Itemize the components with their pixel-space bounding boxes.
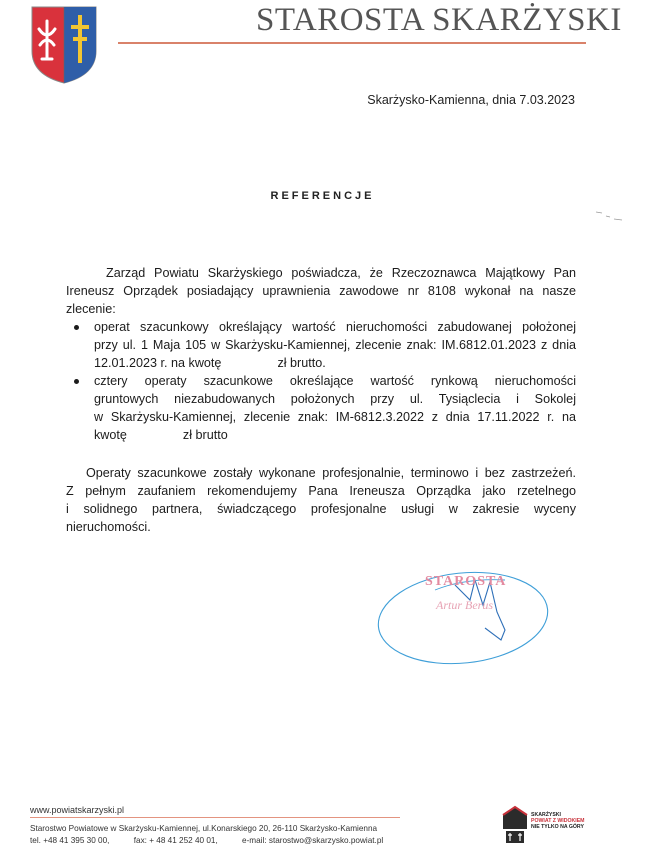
logo-line: NIE TYLKO NA GÓRY bbox=[531, 824, 584, 830]
logo-line: POWIAT Z WIDOKIEM bbox=[531, 818, 585, 824]
footer-address: Starostwo Powiatowe w Skarżysku-Kamiennej, ul.Konarskiego 20, 26-110 Skarżysko-Kamienna bbox=[30, 824, 378, 833]
footer-fax: fax: + 48 41 252 40 01, bbox=[133, 836, 218, 845]
item-text: zł brutto. bbox=[277, 356, 326, 370]
letter-body bbox=[66, 264, 576, 444]
closing-line: Z pełnym zaufaniem rekomendujemy Pana Ireneusza Oprządka jako rzetelnego bbox=[66, 484, 576, 498]
item-text: kwotę bbox=[94, 428, 127, 442]
item-line: w Skarżysku-Kamiennej, zlecenie znak: IM-6812.3.2022 z dnia 17.11.2022 r. na bbox=[94, 410, 576, 424]
closing-line: i solidnego partnera, świadczącego profesjonalne usługi w zakresie wyceny bbox=[66, 502, 576, 516]
header-divider bbox=[118, 42, 586, 44]
footer-website[interactable]: www.powiatskarzyski.pl bbox=[30, 805, 125, 815]
scan-artifact-icon bbox=[594, 210, 624, 222]
item-text: 12.01.2023 r. na kwotę bbox=[94, 356, 222, 370]
closing-paragraph bbox=[66, 464, 576, 536]
county-logo-text bbox=[531, 812, 585, 830]
item-text: zł brutto bbox=[182, 428, 228, 442]
footer-tel: tel. +48 41 395 30 00, bbox=[30, 836, 110, 845]
footer-contact bbox=[30, 836, 405, 845]
footer-divider bbox=[30, 817, 400, 818]
list-item bbox=[66, 372, 576, 444]
item-line: operat szacunkowy określający wartość nieruchomości zabudowanej położonej bbox=[94, 320, 576, 334]
item-line bbox=[94, 426, 576, 444]
footer-email[interactable]: e-mail: starostwo@skarzysko.powiat.pl bbox=[242, 836, 384, 845]
item-line: cztery operaty szacunkowe określające wartość rynkową nieruchomości bbox=[94, 374, 576, 388]
county-logo-icon bbox=[502, 805, 528, 845]
item-line: gruntowych niezabudowanych położonych przy ul. Tysiąclecia i Sokolej bbox=[94, 392, 576, 406]
closing-line: Operaty szacunkowe zostały wykonane profesjonalnie, terminowo i bez zastrzeżeń. bbox=[86, 466, 576, 480]
document-title: REFERENCJE bbox=[270, 190, 375, 202]
intro-line: Zarząd Powiatu Skarżyskiego poświadcza, że Rzeczoznawca Majątkowy Pan Ireneusz Oprządek posiadający uprawnienia zawodowe nr 8108 wykonał na nasze zlecenie: bbox=[66, 266, 576, 316]
item-line: przy ul. 1 Maja 105 w Skarżysku-Kamiennej, zlecenie znak: IM.6812.01.2023 z dnia bbox=[94, 338, 576, 352]
header-title: STAROSTA SKARŻYSKI bbox=[256, 2, 622, 38]
coat-of-arms-icon bbox=[30, 5, 98, 85]
list-item bbox=[66, 318, 576, 372]
item-line bbox=[94, 354, 576, 372]
city-date: Skarżysko-Kamienna, dnia 7.03.2023 bbox=[367, 93, 575, 107]
stamp-name: Artur Berus bbox=[436, 598, 493, 612]
logo-line: SKARŻYSKI bbox=[531, 812, 561, 818]
closing-line: nieruchomości. bbox=[66, 520, 151, 534]
stamp-title: STAROSTA bbox=[425, 574, 507, 589]
